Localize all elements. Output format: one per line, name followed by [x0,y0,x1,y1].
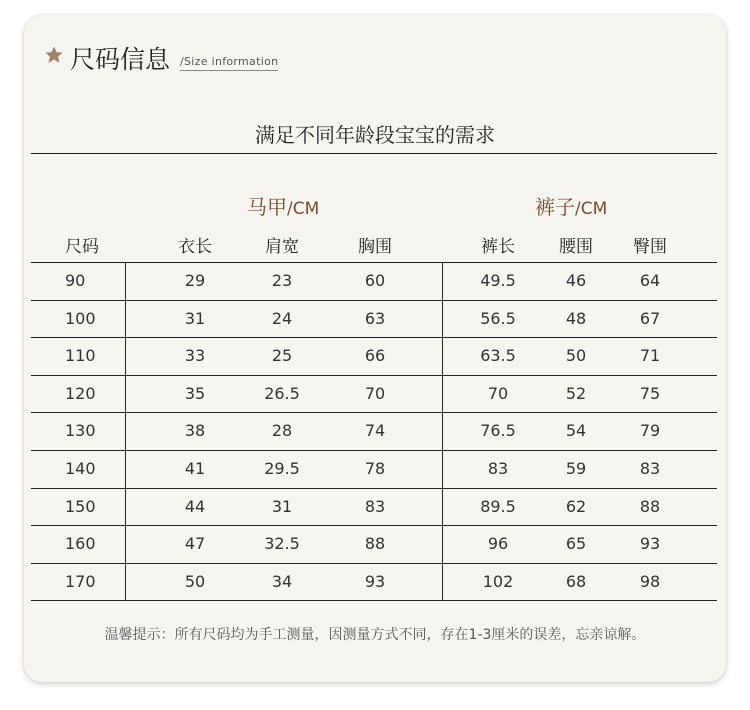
table-cell: 88 [639,497,661,516]
table-cell: 33 [184,346,206,365]
table-cell: 98 [639,572,661,591]
column-header: 衣长 [178,237,212,257]
table-cell: 50 [184,572,206,591]
table-cell: 63.5 [480,346,516,365]
table-cell: 52 [565,384,587,403]
table-cell: 83 [639,459,661,478]
size-cell: 120 [65,384,96,403]
column-divider [125,262,126,600]
row-line [31,488,717,489]
table-cell: 93 [639,534,661,553]
table-cell: 23 [271,271,293,290]
row-line [31,375,717,376]
size-cell: 100 [65,309,96,328]
star-icon [44,45,64,65]
table-cell: 54 [565,421,587,440]
table-cell: 47 [184,534,206,553]
size-cell: 140 [65,459,96,478]
table-cell: 93 [364,572,386,591]
table-cell: 67 [639,309,661,328]
size-cell: 90 [65,271,86,290]
table-cell: 68 [565,572,587,591]
table-cell: 65 [565,534,587,553]
row-line [31,525,717,526]
table-cell: 74 [364,421,386,440]
table-cell: 48 [565,309,587,328]
table-cell: 29 [184,271,206,290]
table-cell: 59 [565,459,587,478]
table-cell: 41 [184,459,206,478]
table-cell: 88 [364,534,386,553]
column-divider [442,262,443,600]
size-cell: 170 [65,572,96,591]
table-cell: 25 [271,346,293,365]
table-cell: 32.5 [264,534,300,553]
table-cell: 102 [482,572,514,591]
group-name: 裤子 [535,195,575,219]
footnote: 温馨提示：所有尺码均为手工测量，因测量方式不同，存在1-3厘米的误差，忘亲谅解。 [104,627,646,643]
row-line [31,600,717,601]
table-cell: 35 [184,384,206,403]
table-cell: 24 [271,309,293,328]
column-header: 臀围 [633,237,667,257]
table-cell: 34 [271,572,293,591]
table-cell: 76.5 [480,421,516,440]
table-cell: 78 [364,459,386,478]
table-cell: 44 [184,497,206,516]
column-header: 肩宽 [265,237,299,257]
column-header: 尺码 [65,237,99,257]
table-cell: 31 [271,497,293,516]
row-line [31,450,717,451]
table-cell: 28 [271,421,293,440]
column-header: 裤长 [481,237,515,257]
table-cell: 83 [487,459,509,478]
table-cell: 49.5 [480,271,516,290]
table-cell: 75 [639,384,661,403]
divider [31,153,717,154]
group-title-pants [535,191,607,220]
table-cell: 79 [639,421,661,440]
table-cell: 96 [487,534,509,553]
table-cell: 60 [364,271,386,290]
row-line [31,412,717,413]
table-cell: 70 [487,384,509,403]
table-cell: 50 [565,346,587,365]
table-top-line [31,262,717,263]
column-header: 胸围 [358,237,392,257]
row-line [31,563,717,564]
table-cell: 63 [364,309,386,328]
table-cell: 66 [364,346,386,365]
size-cell: 130 [65,421,96,440]
row-line [31,300,717,301]
table-cell: 26.5 [264,384,300,403]
group-title-vest [247,191,319,220]
table-cell: 89.5 [480,497,516,516]
subtitle: 满足不同年龄段宝宝的需求 [255,123,495,147]
size-cell: 150 [65,497,96,516]
table-cell: 70 [364,384,386,403]
size-cell: 160 [65,534,96,553]
table-cell: 64 [639,271,661,290]
table-cell: 56.5 [480,309,516,328]
row-line [31,337,717,338]
table-cell: 38 [184,421,206,440]
table-cell: 29.5 [264,459,300,478]
group-name: 马甲 [247,195,287,219]
column-header: 腰围 [559,237,593,257]
size-cell: 110 [65,346,96,365]
page-title: 尺码信息 [70,45,171,74]
page-title-english: /Size information [180,55,278,71]
table-cell: 62 [565,497,587,516]
table-cell: 71 [639,346,661,365]
group-unit: /CM [287,199,320,219]
table-cell: 31 [184,309,206,328]
table-cell: 83 [364,497,386,516]
group-unit: /CM [575,199,608,219]
table-cell: 46 [565,271,587,290]
